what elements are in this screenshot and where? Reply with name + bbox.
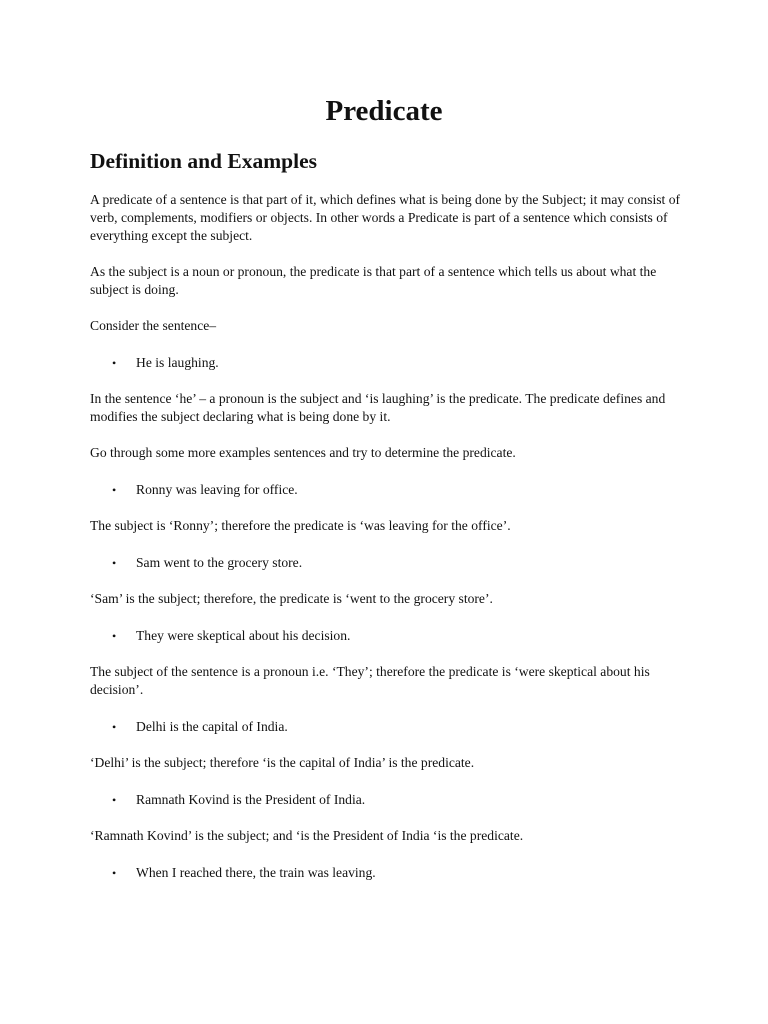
bullet-item — [112, 627, 350, 645]
paragraph-consider: Consider the sentence– — [90, 318, 217, 333]
paragraph-sam: ‘Sam’ is the subject; therefore, the predicate is ‘went to the grocery store’. — [90, 591, 493, 606]
bullet-icon: • — [112, 866, 117, 880]
paragraph-definition: A predicate of a sentence is that part of it, which defines what is being done by the Subject; it may consist of verb, complements, modifiers or objects. In other words a Predicate is part of a sentence which consists of everything except the subject. — [90, 192, 681, 244]
bullet-text: Ramnath Kovind is the President of India. — [136, 792, 366, 807]
bullet-text: Ronny was leaving for office. — [136, 482, 298, 497]
bullet-item — [112, 481, 298, 499]
bullet-item — [112, 864, 376, 882]
bullet-text: Sam went to the grocery store. — [136, 555, 303, 570]
bullet-icon: • — [112, 720, 117, 734]
bullet-text: When I reached there, the train was leaving. — [136, 865, 376, 880]
paragraph-they: The subject of the sentence is a pronoun i.e. ‘They’; therefore the predicate is ‘were skeptical about his decision’. — [90, 664, 650, 698]
bullet-text: Delhi is the capital of India. — [136, 719, 288, 734]
bullet-item — [112, 354, 219, 372]
bullet-icon: • — [112, 483, 117, 497]
bullet-text: They were skeptical about his decision. — [136, 628, 351, 643]
bullet-text: He is laughing. — [136, 355, 219, 370]
paragraph-ramnath: ‘Ramnath Kovind’ is the subject; and ‘is the President of India ‘is the predicate. — [90, 828, 524, 843]
paragraph-delhi: ‘Delhi’ is the subject; therefore ‘is the capital of India’ is the predicate. — [90, 755, 475, 770]
paragraph-more-examples: Go through some more examples sentences and try to determine the predicate. — [90, 445, 516, 460]
paragraph-ronny: The subject is ‘Ronny’; therefore the predicate is ‘was leaving for the office’. — [90, 518, 511, 533]
bullet-icon: • — [112, 356, 117, 370]
bullet-item — [112, 718, 288, 736]
page-title: Predicate — [325, 95, 443, 127]
paragraph-subject-noun: As the subject is a noun or pronoun, the predicate is that part of a sentence which tells us about what the subject is doing. — [90, 264, 657, 298]
section-heading: Definition and Examples — [90, 149, 317, 173]
bullet-icon: • — [112, 556, 117, 570]
bullet-item — [112, 554, 302, 572]
bullet-icon: • — [112, 629, 117, 643]
bullet-icon: • — [112, 793, 117, 807]
bullet-item — [112, 791, 365, 809]
paragraph-explanation: In the sentence ‘he’ – a pronoun is the subject and ‘is laughing’ is the predicate. The predicate defines and modifies the subject declaring what is being done by it. — [90, 391, 666, 425]
